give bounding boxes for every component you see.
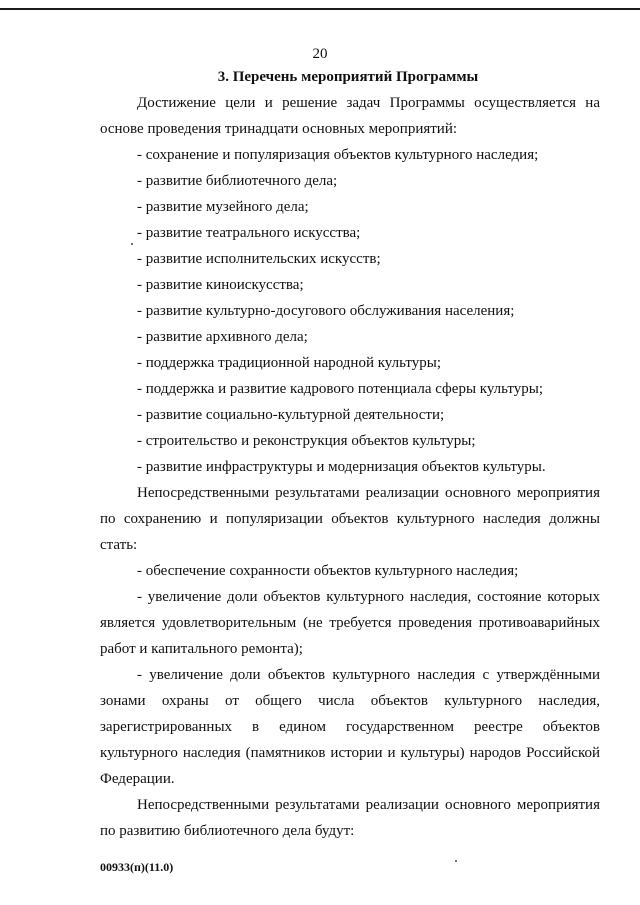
heritage-results-intro: Непосредственными результатами реализации основного мероприятия по сохранению и популяризации объектов культурного наследия должны стать: [100,485,600,553]
list-item: - развитие театрального искусства; [137,225,361,241]
list-item: - развитие культурно-досугового обслуживания населения; [137,303,515,319]
section-title: 3. Перечень мероприятий Программы [217,69,479,85]
top-border-line [0,8,640,10]
list-item: - поддержка традиционной народной культуры; [137,355,441,371]
list-item: - обеспечение сохранности объектов культурного наследия; [137,563,519,579]
library-results-intro: Непосредственными результатами реализации основного мероприятия по развитию библиотечного дела будут: [100,797,600,839]
list-item: - сохранение и популяризация объектов культурного наследия; [137,147,539,163]
list-item: - развитие социально-культурной деятельности; [137,407,445,423]
list-item: - развитие инфраструктуры и модернизация объектов культуры. [137,459,546,475]
list-item: - строительство и реконструкция объектов культуры; [137,433,476,449]
page-number: 20 [312,46,328,62]
list-item: - развитие архивного дела; [137,329,308,345]
scan-speck [455,860,457,862]
list-item: - развитие киноискусства; [137,277,304,293]
scan-speck [131,243,133,245]
list-item: - увеличение доли объектов культурного наследия с утверждёнными зонами охраны от общего числа объектов культурного наследия, зарегистрированных в едином государственном реестре объектов культурного наследия (памятников истории и культуры) народов Российской Федерации. [100,667,600,787]
activities-list [100,142,600,480]
heritage-results-list [100,558,600,792]
document-body [100,90,600,844]
list-item: - увеличение доли объектов культурного наследия, состояние которых является удовлетворительным (не требуется проведения противоаварийных работ и капитального ремонта); [100,589,600,657]
list-item: - развитие исполнительских искусств; [137,251,381,267]
intro-paragraph: Достижение цели и решение задач Программы осуществляется на основе проведения тринадцати основных мероприятий: [100,95,600,137]
list-item: - развитие библиотечного дела; [137,173,338,189]
document-code: 00933(п)(11.0) [100,860,174,874]
list-item: - поддержка и развитие кадрового потенциала сферы культуры; [137,381,544,397]
list-item: - развитие музейного дела; [137,199,309,215]
